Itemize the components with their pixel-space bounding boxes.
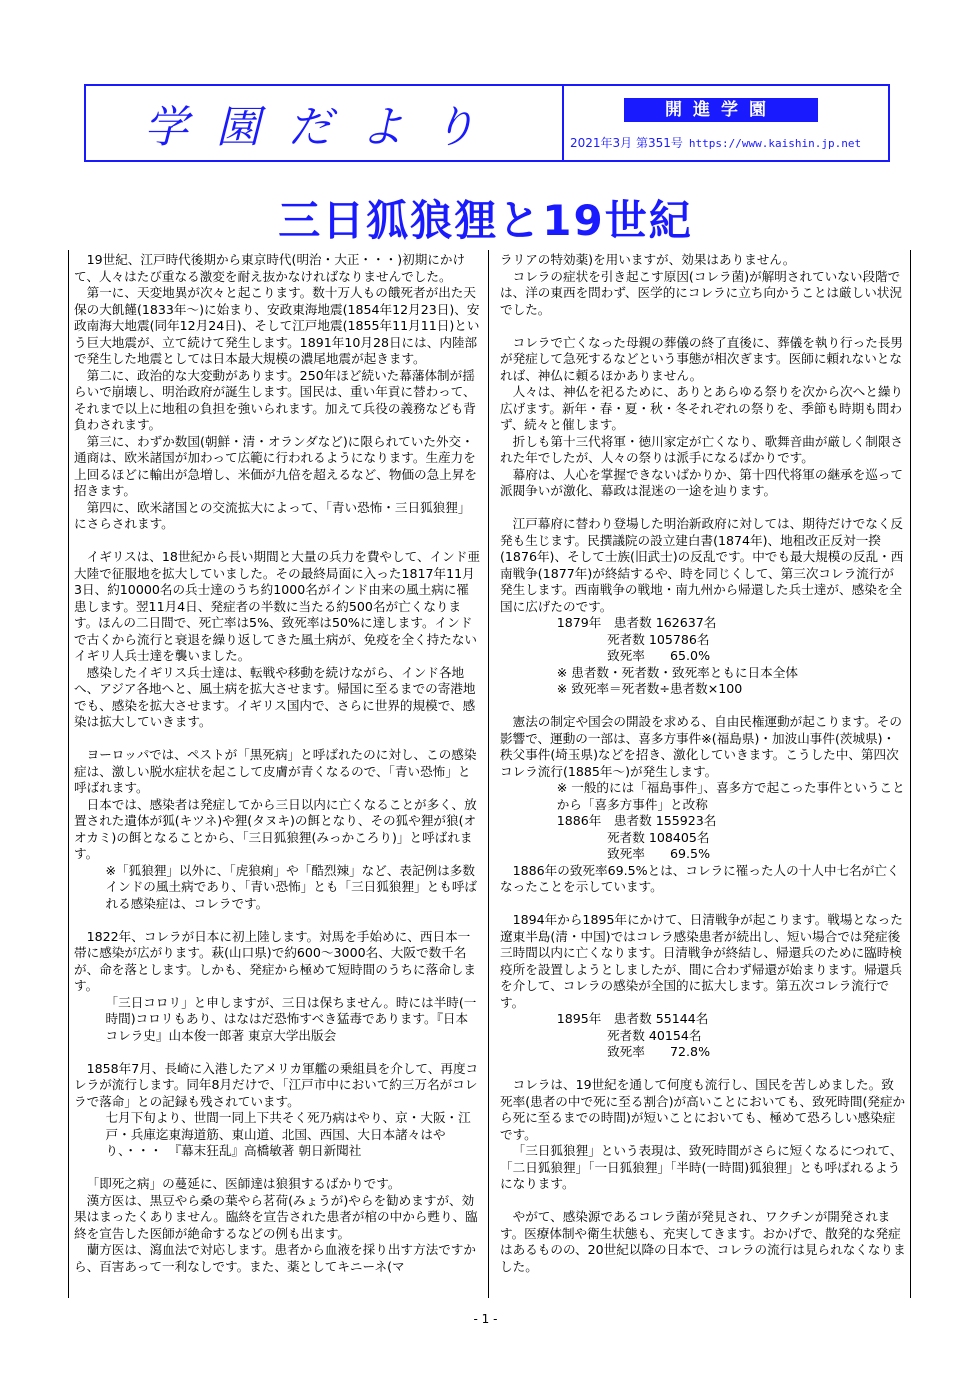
- paragraph: 19世紀、江戸時代後期から東京時代(明治・大正・・・)初期にかけて、人々はたび重なる激変を耐え抜かなければなりませんでした。: [74, 252, 466, 284]
- paragraph: 第四に、欧米諸国との交流拡大によって、「青い恐怖・三日狐狼狸」にさらされます。: [74, 499, 471, 531]
- paragraph: ヨーロッパでは、ペストが「黒死病」と呼ばれたのに対し、この感染症は、激しい脱水症状を起こして皮膚が青くなるので、「青い恐怖」と呼ばれます。: [74, 747, 477, 795]
- paragraph: 日本では、感染者は発症してから三日以内に亡くなることが多く、放置された遺体が狐(キツネ)や狸(タヌキ)の餌となり、その狐や狸が狼(オオカミ)の餌となることから、「三日狐狼狸(みっかころり)」と呼ばれます。: [74, 796, 477, 861]
- masthead: [84, 84, 890, 162]
- website-url[interactable]: https://www.kaishin.jp.net: [688, 137, 862, 150]
- column-rule-right: [910, 250, 911, 1298]
- paragraph: 江戸幕府に替わり登場した明治新政府に対しては、期待だけでなく反発も生じます。民撰議院の設立建白書(1874年)、地租改正反対一揆(1876年)、そして士族(旧武士)の反乱です。中でも最大規模の反乱・西南戦争(1877年)が終結するや、時を同じくして、第三次コレラ流行が発生します。西南戦争の戦地・南九州から帰還した兵士達が、感染を全国に広げたのです。: [500, 516, 904, 614]
- column-rule-middle: [488, 250, 489, 1298]
- paragraph-gap: [500, 318, 906, 335]
- right-column: [500, 252, 906, 1275]
- statistics-line: 1879年 患者数 162637名: [556, 615, 717, 630]
- paragraph-gap: [74, 912, 480, 929]
- paragraph-gap: [500, 1061, 906, 1078]
- paragraph: 第三に、わずか数国(朝鮮・清・オランダなど)に限られていた外交・通商は、欧米諸国が加わって広範に行われるようになります。生産力を上回るほどに輸出が急増し、米価が九倍を超えるなど、物価の急上昇を招きます。: [74, 433, 477, 498]
- paragraph: 感染したイギリス兵士達は、転戦や移動を続けながら、インド各地へ、アジア各地へと、風土病を拡大させます。帰国に至るまでの寄港地でも、感染を拡大させます。イギリス国内で、さらに世界的規模で、感染は拡大していきます。: [74, 664, 476, 729]
- paragraph: 「即死之病」の蔓延に、医師達は狼狽するばかりです。: [86, 1176, 401, 1191]
- issue-date-number: 2021年3月 第351号: [570, 136, 683, 150]
- statistics-line: ※ 致死率＝死者数÷患者数×100: [556, 681, 743, 696]
- statistics-line: 1886年 患者数 155923名: [556, 813, 717, 828]
- paragraph: ラリアの特効薬)を用いますが、効果はありません。: [500, 252, 796, 267]
- column-rule-left: [68, 250, 69, 1298]
- paragraph: 1858年7月、長崎に入港したアメリカ軍艦の乗組員を介して、再度コレラが流行します。同年8月だけで、「江戸市中において約三万名がコレラで落命」との記録も残されています。: [74, 1060, 479, 1109]
- statistics-line: 致死率 69.5%: [556, 846, 711, 861]
- statistics-line: ※ 患者数・死者数・致死率ともに日本全体: [556, 664, 798, 680]
- paragraph-gap: [74, 1044, 480, 1061]
- paragraph-gap: [74, 533, 480, 550]
- paragraph: コレラは、19世紀を通して何度も流行し、国民を苦しめました。致死率(患者の中で死に至る割合)が高いことにおいても、致死時間(発症から死に至るまでの時間)が短いことにおいても、極めて恐ろしい感染症です。: [500, 1077, 906, 1142]
- article-headline: 三日狐狼狸と19世紀: [278, 196, 693, 245]
- paragraph: 折しも第十三代将軍・徳川家定が亡くなり、歌舞音曲が厳しく制限された年でしたが、人々の祭りは派手になるばかりです。: [500, 433, 903, 465]
- paragraph: ※「狐狼狸」以外に、「虎狼痢」や「酷烈辣」など、表記例は多数インドの風土病であり、「青い恐怖」とも「三日狐狼狸」とも呼ばれる感染症は、コレラです。: [105, 862, 478, 911]
- paragraph: 第二に、政治的な大変動があります。250年ほど続いた幕藩体制が揺らいで崩壊し、明治政府が誕生します。国民は、重い年貢に替わって、それまで以上に地租の負担を強いられます。加えて兵役の義務なども背負わされます。: [74, 367, 476, 432]
- statistics-line: 死者数 108405名: [556, 829, 710, 845]
- paragraph: 人々は、神仏を祀るために、ありとあらゆる祭りを次から次へと繰り広げます。新年・春・夏・秋・冬それぞれの祭りを、季節も時期も問わず、続々と催します。: [500, 384, 903, 432]
- paragraph: コレラで亡くなった母親の葬儀の終了直後に、葬儀を執り行った長男が発症して急死するなどという事態が相次ぎます。医師に頼れないとなれば、神仏に頼るほかありません。: [500, 334, 903, 383]
- paragraph: 1894年から1895年にかけて、日清戦争が起こります。戦場となった遼東半島(清・中国)ではコレラ感染患者が続出し、短い場合では発症後三時間以内に亡くなります。日清戦争が終結し、帰還兵のために臨時検疫所を設置しようとしましたが、間に合わず帰還が始まります。帰還兵を介して、コレラの感染が全国的に拡大します。第五次コレラ流行です。: [500, 912, 903, 1010]
- paragraph: ※ 一般的には「福島事件」、喜多方で起こった事件ということから「喜多方事件」と改称: [556, 780, 905, 812]
- paragraph-gap: [500, 698, 906, 715]
- paragraph: イギリスは、18世紀から長い期間と大量の兵力を費やして、インド亜大陸で征服地を拡大していました。その最終局面に入った1817年11月3日、約10000名の兵士達のうち約1000名がインド由来の風土病に罹患します。翌11月4日、発症者の半数に当たる約500名が亡くなります。ほんの二日間で、死亡率は5%、致死率は50%に達します。インドで古くから流行と衰退を繰り返してきた風土病が、免疫を全く持たないイギリ人兵士達を襲いました。: [74, 549, 480, 663]
- statistics-line: 致死率 65.0%: [556, 648, 711, 663]
- paragraph: 蘭方医は、瀉血法で対応します。患者から血液を採り出す方法ですから、百害あって一利なしです。また、薬としてキニーネ(マ: [74, 1242, 476, 1274]
- paragraph-gap: [74, 1160, 480, 1177]
- paragraph-gap: [74, 731, 480, 748]
- paragraph: 第一に、天変地異が次々と起こります。数十万人もの餓死者が出た天保の大飢饉(1833年～)に始まり、安政東海地震(1854年12月23日)、安政南海大地震(同年12月24日)、そして江戸地震(1855年11月11日)という巨大地震が、立て続けて発生します。1891年10月28日には、内陸部で発生した地震としては日本最大規模の濃尾地震が起きます。: [74, 285, 480, 366]
- statistics-line: 致死率 72.8%: [556, 1044, 711, 1059]
- paragraph-gap: [500, 500, 906, 517]
- paragraph: 幕府は、人心を掌握できないばかりか、第十四代将軍の継承を巡って派閥争いが激化、幕政は混迷の一途を辿ります。: [500, 466, 903, 498]
- statistics-line: 1895年 患者数 55144名: [556, 1011, 709, 1026]
- paragraph: やがて、感染源であるコレラ菌が発見され、ワクチンが開発されます。医療体制や衛生状態も、充実してきます。おかげで、散発的な発症はあるものの、20世紀以降の日本で、コレラの流行は見られなくなりました。: [500, 1209, 906, 1274]
- paragraph: 「三日コロリ」と申しますが、三日は保ちません。時には半時(一時間)コロリもあり、はなはだ恐怖すべき猛毒であります。『日本コレラ史』山本俊一郎著 東京大学出版会: [105, 994, 477, 1043]
- issue-info: [570, 134, 861, 151]
- left-column: [74, 252, 480, 1275]
- page-number: - 1 -: [473, 1312, 498, 1326]
- paragraph: 七月下旬より、世間一同上下共そく死乃病はやり、京・大阪・江戸・兵庫迄東海道筋、東山道、北国、西国、大日本諸々はやり、・・・ 『幕末狂乱』高橋敏著 朝日新聞社: [105, 1110, 471, 1158]
- paragraph: 漢方医は、黒豆やら桑の葉やら茗荷(みょうが)やらを勧めますが、効果はまったくありません。臨終を宣告された患者が棺の中から甦り、臨終を宣告した医師が絶命するなどの例も出ます。: [74, 1192, 478, 1241]
- paragraph: 1822年、コレラが日本に初上陸します。対馬を手始めに、西日本一帯に感染が広がります。萩(山口県)で約600～3000名、大阪で数千名が、命を落とします。しかも、発症から極めて短時間のうちに落命します。: [74, 928, 476, 993]
- statistics-line: 死者数 40154名: [556, 1027, 702, 1043]
- paragraph: 「三日狐狼狸」という表現は、致死時間がさらに短くなるにつれて、「二日狐狼狸」「一日狐狼狸」「半時(一時間)狐狼狸」とも呼ばれるようになります。: [500, 1143, 903, 1191]
- newsletter-title: 学園だより: [86, 86, 564, 160]
- paragraph: 1886年の致死率69.5%とは、コレラに罹った人の十人中七名が亡くなったことを示しています。: [500, 862, 900, 894]
- statistics-line: 死者数 105786名: [556, 631, 710, 647]
- paragraph: 憲法の制定や国会の開設を求める、自由民権運動が起こります。その影響で、運動の一部は、喜多方事件※(福島県)・加波山事件(茨城県)・秩父事件(埼玉県)などを招き、激化していきます。こうした中、第四次コレラ流行(1885年～)が発生します。: [500, 714, 902, 779]
- paragraph: コレラの症状を引き起こす原因(コレラ菌)が解明されていない段階では、洋の東西を問わず、医学的にコレラに立ち向かうことは厳しい状況でした。: [500, 268, 902, 317]
- paragraph-gap: [500, 1193, 906, 1210]
- paragraph-gap: [500, 896, 906, 913]
- school-name-badge: 開進学園: [624, 98, 818, 122]
